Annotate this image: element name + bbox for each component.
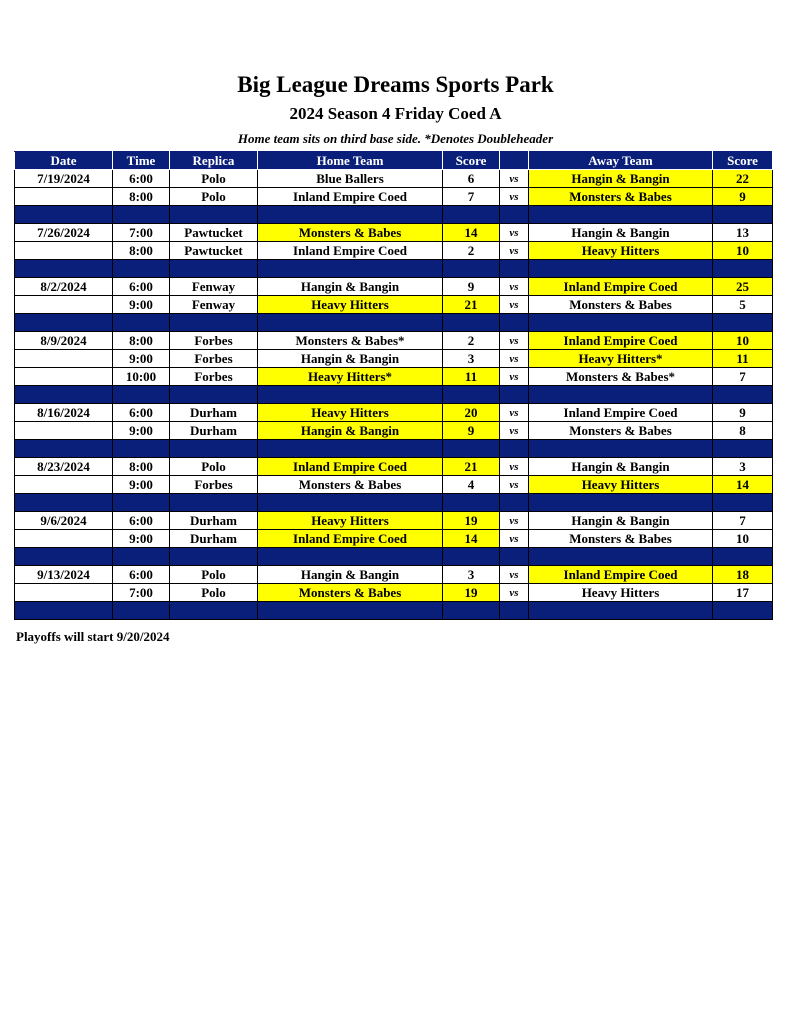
vs-cell: vs	[500, 242, 529, 260]
home-team-cell: Hangin & Bangin	[258, 278, 443, 296]
home-score-cell: 3	[443, 350, 500, 368]
vs-cell: vs	[500, 368, 529, 386]
field-cell: Forbes	[170, 368, 258, 386]
away-score-cell: 13	[713, 224, 773, 242]
date-cell	[15, 584, 113, 602]
header-row	[15, 152, 773, 170]
home-team-cell: Monsters & Babes	[258, 476, 443, 494]
game-row	[15, 224, 773, 242]
away-score-cell: 10	[713, 530, 773, 548]
away-team-cell: Inland Empire Coed	[529, 278, 713, 296]
game-row	[15, 422, 773, 440]
time-cell: 8:00	[113, 188, 170, 206]
home-team-cell: Hangin & Bangin	[258, 566, 443, 584]
week-separator-row	[15, 548, 773, 566]
away-team-cell: Heavy Hitters	[529, 242, 713, 260]
season-subtitle: 2024 Season 4 Friday Coed A	[289, 104, 502, 123]
week-separator-row	[15, 440, 773, 458]
time-cell: 8:00	[113, 332, 170, 350]
away-score-cell: 10	[713, 332, 773, 350]
vs-cell: vs	[500, 530, 529, 548]
away-score-cell: 14	[713, 476, 773, 494]
home-score-cell: 14	[443, 530, 500, 548]
field-cell: Polo	[170, 170, 258, 188]
away-team-cell: Monsters & Babes*	[529, 368, 713, 386]
vs-cell: vs	[500, 350, 529, 368]
home-score-cell: 7	[443, 188, 500, 206]
date-cell: 8/16/2024	[15, 404, 113, 422]
home-team-cell: Inland Empire Coed	[258, 530, 443, 548]
time-cell: 9:00	[113, 530, 170, 548]
header-replica: Replica	[170, 152, 258, 170]
away-team-cell: Monsters & Babes	[529, 530, 713, 548]
date-cell	[15, 188, 113, 206]
away-score-cell: 11	[713, 350, 773, 368]
date-cell	[15, 476, 113, 494]
home-score-cell: 11	[443, 368, 500, 386]
time-cell: 8:00	[113, 242, 170, 260]
vs-cell: vs	[500, 188, 529, 206]
vs-cell: vs	[500, 296, 529, 314]
playoffs-note: Playoffs will start 9/20/2024	[16, 629, 170, 644]
home-team-cell: Monsters & Babes*	[258, 332, 443, 350]
date-cell	[15, 350, 113, 368]
away-score-cell: 7	[713, 512, 773, 530]
field-cell: Durham	[170, 422, 258, 440]
game-row	[15, 584, 773, 602]
header-home-team: Home Team	[258, 152, 443, 170]
vs-cell: vs	[500, 512, 529, 530]
field-cell: Forbes	[170, 350, 258, 368]
vs-cell: vs	[500, 422, 529, 440]
time-cell: 6:00	[113, 566, 170, 584]
home-score-cell: 2	[443, 332, 500, 350]
header-vs	[500, 152, 529, 170]
away-team-cell: Heavy Hitters*	[529, 350, 713, 368]
date-cell: 7/19/2024	[15, 170, 113, 188]
home-score-cell: 6	[443, 170, 500, 188]
home-team-cell: Inland Empire Coed	[258, 242, 443, 260]
vs-cell: vs	[500, 476, 529, 494]
away-score-cell: 8	[713, 422, 773, 440]
game-row	[15, 350, 773, 368]
time-cell: 9:00	[113, 476, 170, 494]
time-cell: 6:00	[113, 404, 170, 422]
date-cell	[15, 530, 113, 548]
away-score-cell: 7	[713, 368, 773, 386]
header-home-score: Score	[443, 152, 500, 170]
week-separator-row	[15, 314, 773, 332]
date-cell: 9/13/2024	[15, 566, 113, 584]
game-row	[15, 242, 773, 260]
vs-cell: vs	[500, 332, 529, 350]
away-team-cell: Monsters & Babes	[529, 296, 713, 314]
away-score-cell: 10	[713, 242, 773, 260]
home-score-cell: 21	[443, 296, 500, 314]
home-score-cell: 20	[443, 404, 500, 422]
game-row	[15, 368, 773, 386]
home-team-cell: Hangin & Bangin	[258, 350, 443, 368]
game-row	[15, 476, 773, 494]
page-title: Big League Dreams Sports Park	[237, 72, 554, 97]
field-cell: Forbes	[170, 332, 258, 350]
time-cell: 9:00	[113, 422, 170, 440]
away-team-cell: Inland Empire Coed	[529, 404, 713, 422]
date-cell	[15, 242, 113, 260]
field-cell: Pawtucket	[170, 224, 258, 242]
away-team-cell: Monsters & Babes	[529, 188, 713, 206]
home-team-cell: Inland Empire Coed	[258, 188, 443, 206]
date-cell: 7/26/2024	[15, 224, 113, 242]
date-cell	[15, 296, 113, 314]
home-score-cell: 21	[443, 458, 500, 476]
away-score-cell: 18	[713, 566, 773, 584]
date-cell	[15, 368, 113, 386]
game-row	[15, 278, 773, 296]
schedule-body	[15, 170, 773, 620]
field-cell: Durham	[170, 404, 258, 422]
time-cell: 9:00	[113, 350, 170, 368]
vs-cell: vs	[500, 566, 529, 584]
home-team-cell: Heavy Hitters	[258, 512, 443, 530]
home-team-cell: Monsters & Babes	[258, 224, 443, 242]
away-score-cell: 5	[713, 296, 773, 314]
home-team-cell: Heavy Hitters	[258, 404, 443, 422]
field-cell: Pawtucket	[170, 242, 258, 260]
home-score-cell: 14	[443, 224, 500, 242]
home-score-cell: 2	[443, 242, 500, 260]
away-team-cell: Inland Empire Coed	[529, 332, 713, 350]
game-row	[15, 170, 773, 188]
vs-cell: vs	[500, 584, 529, 602]
away-score-cell: 9	[713, 404, 773, 422]
date-cell	[15, 422, 113, 440]
away-score-cell: 3	[713, 458, 773, 476]
home-score-cell: 9	[443, 422, 500, 440]
game-row	[15, 512, 773, 530]
time-cell: 7:00	[113, 584, 170, 602]
time-cell: 10:00	[113, 368, 170, 386]
time-cell: 6:00	[113, 512, 170, 530]
header-time: Time	[113, 152, 170, 170]
week-separator-row	[15, 386, 773, 404]
vs-cell: vs	[500, 278, 529, 296]
home-team-note: Home team sits on third base side. *Denotes Doubleheader	[237, 131, 554, 146]
header-away-team: Away Team	[529, 152, 713, 170]
time-cell: 9:00	[113, 296, 170, 314]
field-cell: Fenway	[170, 278, 258, 296]
time-cell: 6:00	[113, 278, 170, 296]
week-separator-row	[15, 260, 773, 278]
time-cell: 8:00	[113, 458, 170, 476]
date-cell: 8/23/2024	[15, 458, 113, 476]
week-separator-row	[15, 494, 773, 512]
away-team-cell: Hangin & Bangin	[529, 224, 713, 242]
field-cell: Polo	[170, 584, 258, 602]
away-team-cell: Heavy Hitters	[529, 476, 713, 494]
away-score-cell: 25	[713, 278, 773, 296]
field-cell: Forbes	[170, 476, 258, 494]
away-team-cell: Heavy Hitters	[529, 584, 713, 602]
vs-cell: vs	[500, 224, 529, 242]
header-away-score: Score	[713, 152, 773, 170]
field-cell: Durham	[170, 530, 258, 548]
field-cell: Fenway	[170, 296, 258, 314]
home-score-cell: 3	[443, 566, 500, 584]
schedule-table	[14, 151, 773, 620]
field-cell: Polo	[170, 458, 258, 476]
home-score-cell: 19	[443, 584, 500, 602]
game-row	[15, 296, 773, 314]
time-cell: 6:00	[113, 170, 170, 188]
away-team-cell: Monsters & Babes	[529, 422, 713, 440]
home-team-cell: Blue Ballers	[258, 170, 443, 188]
away-score-cell: 17	[713, 584, 773, 602]
away-team-cell: Hangin & Bangin	[529, 170, 713, 188]
header-date: Date	[15, 152, 113, 170]
field-cell: Polo	[170, 188, 258, 206]
game-row	[15, 566, 773, 584]
game-row	[15, 332, 773, 350]
home-score-cell: 4	[443, 476, 500, 494]
game-row	[15, 404, 773, 422]
away-team-cell: Inland Empire Coed	[529, 566, 713, 584]
vs-cell: vs	[500, 458, 529, 476]
home-team-cell: Inland Empire Coed	[258, 458, 443, 476]
field-cell: Durham	[170, 512, 258, 530]
away-team-cell: Hangin & Bangin	[529, 458, 713, 476]
game-row	[15, 458, 773, 476]
week-separator-row	[15, 602, 773, 620]
game-row	[15, 188, 773, 206]
date-cell: 8/2/2024	[15, 278, 113, 296]
vs-cell: vs	[500, 404, 529, 422]
date-cell: 8/9/2024	[15, 332, 113, 350]
home-score-cell: 19	[443, 512, 500, 530]
week-separator-row	[15, 206, 773, 224]
game-row	[15, 530, 773, 548]
home-team-cell: Monsters & Babes	[258, 584, 443, 602]
home-team-cell: Hangin & Bangin	[258, 422, 443, 440]
home-team-cell: Heavy Hitters	[258, 296, 443, 314]
away-score-cell: 9	[713, 188, 773, 206]
field-cell: Polo	[170, 566, 258, 584]
time-cell: 7:00	[113, 224, 170, 242]
away-team-cell: Hangin & Bangin	[529, 512, 713, 530]
away-score-cell: 22	[713, 170, 773, 188]
vs-cell: vs	[500, 170, 529, 188]
home-score-cell: 9	[443, 278, 500, 296]
home-team-cell: Heavy Hitters*	[258, 368, 443, 386]
date-cell: 9/6/2024	[15, 512, 113, 530]
